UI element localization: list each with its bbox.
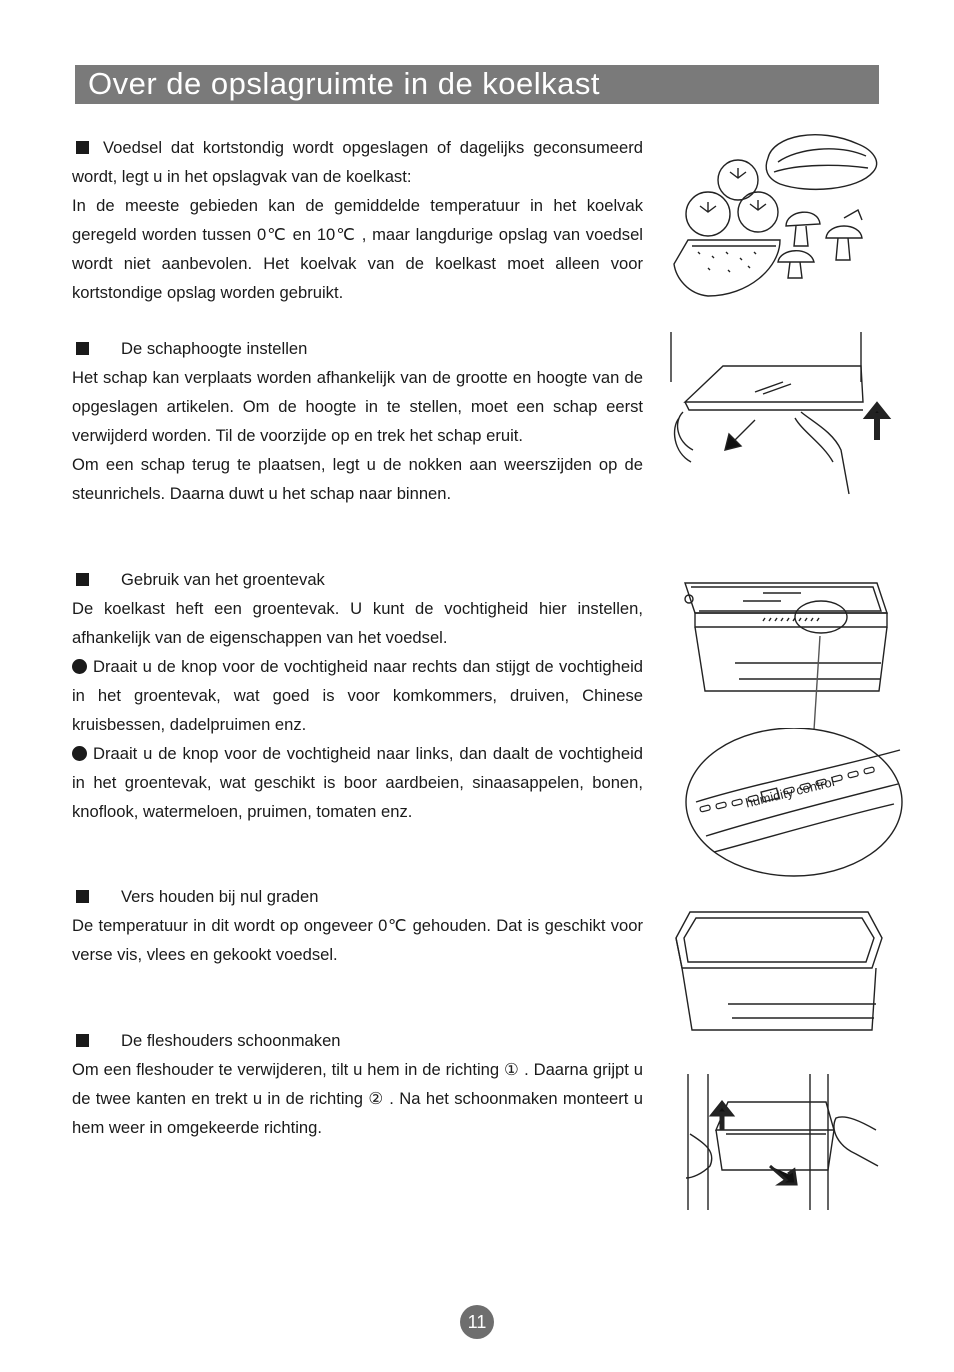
bullet-dot-icon — [72, 659, 87, 674]
section-shelf-height — [72, 334, 643, 508]
section-zero-degrees — [72, 882, 643, 969]
paragraph: Om een fleshouder te verwijderen, tilt u hem in de richting ① . Daarna grijpt u de twee kanten en trekt u in de richting ② . Na het schoonmaken monteert u hem weer in omgekeerde richting. — [72, 1060, 643, 1137]
bullet-square-icon — [76, 141, 89, 154]
section-storage — [72, 133, 643, 307]
bullet-dot-icon — [72, 746, 87, 761]
callout-line — [812, 636, 832, 732]
bullet-square-icon — [76, 890, 89, 903]
section-heading: De schaphoogte instellen — [72, 334, 643, 363]
bullet-square-icon — [76, 573, 89, 586]
bottle-holder-illustration — [686, 1074, 882, 1210]
bullet-square-icon — [76, 342, 89, 355]
section-heading: Gebruik van het groentevak — [72, 565, 643, 594]
bullet-square-icon — [76, 1034, 89, 1047]
paragraph: Draait u de knop voor de vochtigheid naar rechts dan stijgt de vochtigheid in het groentevak, wat goed is voor komkommers, druiven, Chinese kruisbessen, dadelpruimen enz. — [72, 657, 643, 734]
paragraph: De koelkast heft een groentevak. U kunt de vochtigheid hier instellen, afhankelijk van de eigenschappen van het voedsel. — [72, 599, 643, 647]
section-heading: De fleshouders schoonmaken — [72, 1026, 643, 1055]
section-bottle-holders — [72, 1026, 643, 1142]
crisper-drawer-illustration — [683, 571, 889, 695]
page-number: 11 — [460, 1305, 494, 1339]
paragraph: Draait u de knop voor de vochtigheid naar links, dan daalt de vochtigheid in het groentevak, wat geschikt is boor aardbeien, sinaasappelen, bonen, knoflook, watermeloen, pruimen, tomaten enz. — [72, 744, 643, 821]
zero-degree-drawer-illustration — [672, 908, 886, 1034]
paragraph: Om een schap terug te plaatsen, legt u de nokken aan weerszijden op de steunrichels. Daarna duwt u het schap naar binnen. — [72, 455, 643, 503]
humidity-control-zoom — [684, 728, 908, 880]
paragraph: Het schap kan verplaats worden afhankelijk van de grootte en hoogte van de opgeslagen artikelen. Om de hoogte in te stellen, moet een schap eerst verwijderd worden. Til de voorzijde op en trek het schap eruit. — [72, 368, 643, 445]
section-heading: Vers houden bij nul graden — [72, 882, 643, 911]
paragraph: Voedsel dat kortstondig wordt opgeslagen of dagelijks geconsumeerd wordt, legt u in het opslagvak van de koelkast: — [72, 138, 643, 186]
shelf-illustration — [663, 332, 893, 498]
humidity-control-label: humidity control — [744, 773, 836, 811]
page-title: Over de opslagruimte in de koelkast — [75, 65, 879, 104]
paragraph: De temperatuur in dit wordt op ongeveer 0℃ gehouden. Dat is geschikt voor verse vis, vlees en gekookt voedsel. — [72, 916, 643, 964]
section-crisper — [72, 565, 643, 826]
food-illustration — [668, 128, 886, 300]
paragraph: In de meeste gebieden kan de gemiddelde temperatuur in het koelvak geregeld worden tussen 0℃ en 10℃ , maar langdurige opslag van voedsel wordt niet aanbevolen. Het koelvak van de koelkast moet alleen voor kortstondige opslag worden gebruikt. — [72, 196, 643, 302]
